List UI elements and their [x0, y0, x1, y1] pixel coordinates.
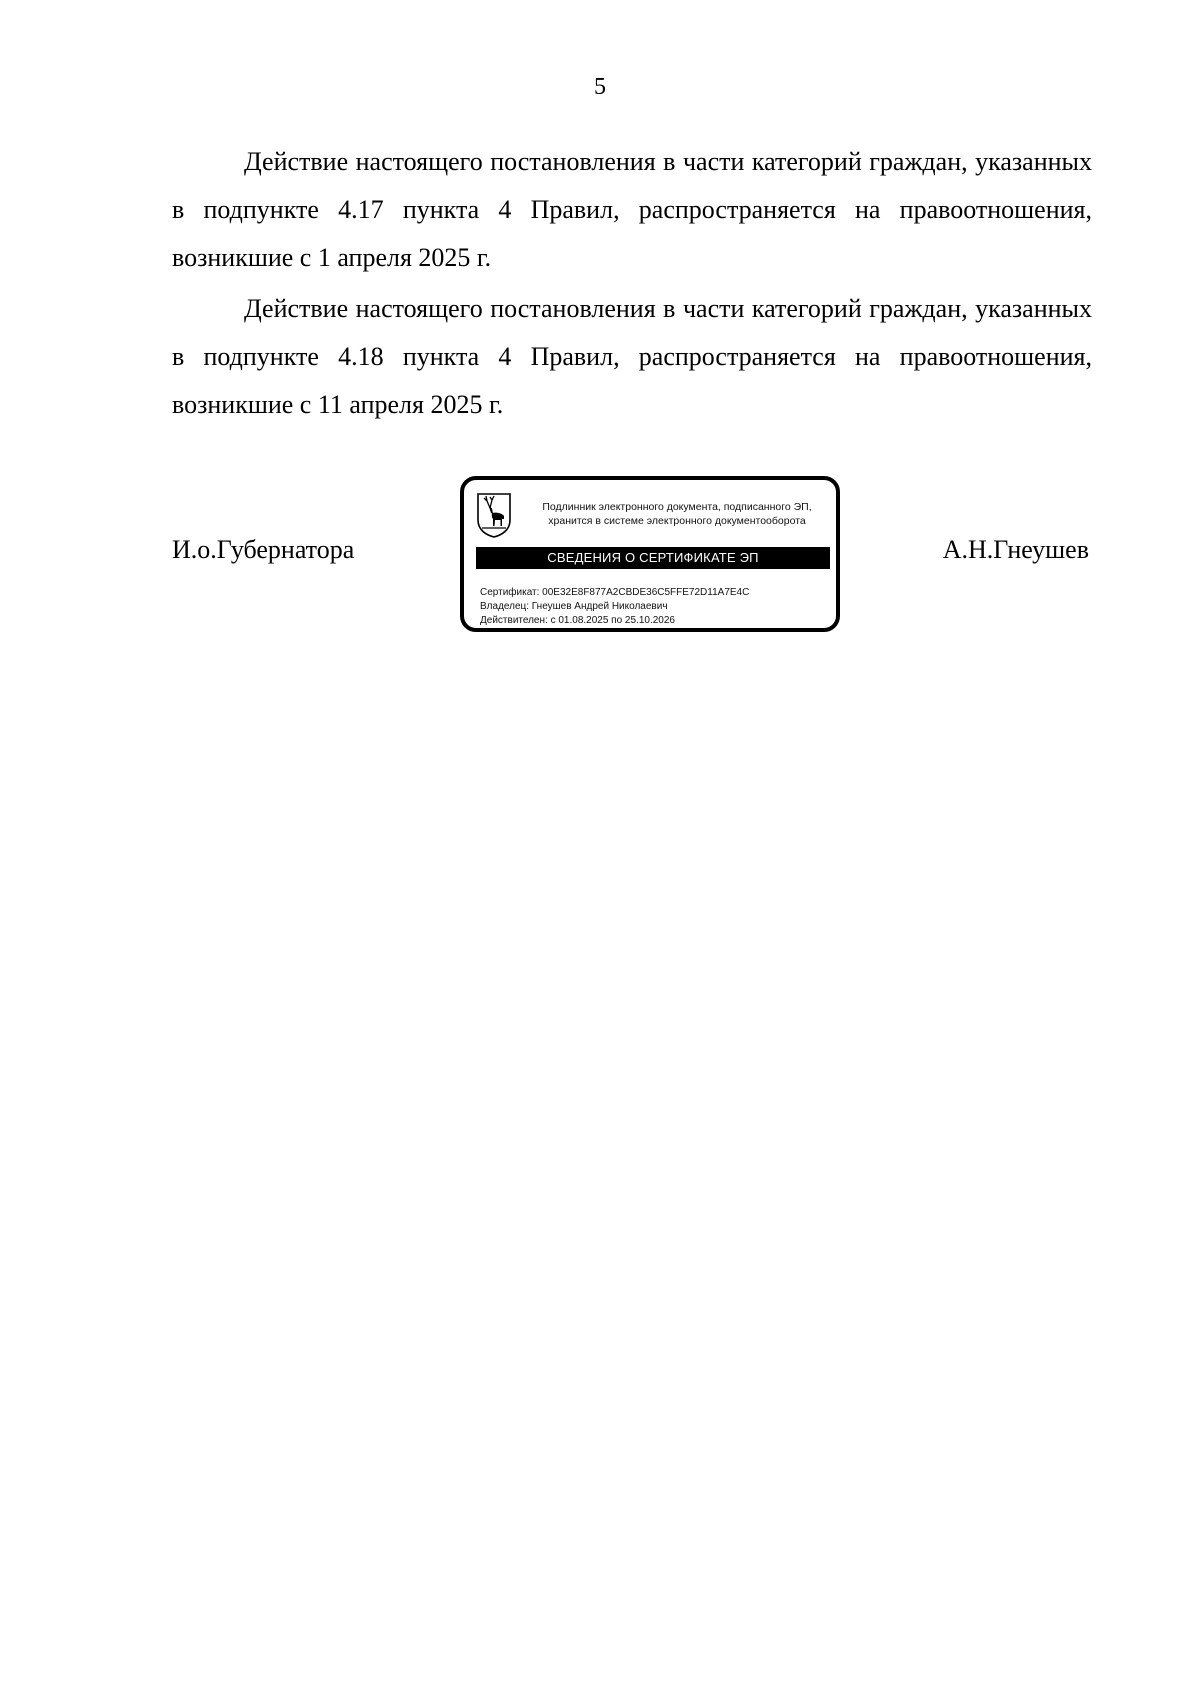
coat-of-arms-deer-icon	[476, 492, 512, 538]
stamp-details	[480, 586, 749, 628]
certificate-number: Сертификат: 00E32E8F877A2CBDE36C5FFE72D11A7E4C	[480, 587, 750, 598]
certificate-owner: Владелец: Гнеушев Андрей Николаевич	[480, 601, 668, 612]
stamp-header-line-2: хранится в системе электронного документооборота	[548, 515, 806, 527]
signature-block	[0, 474, 1200, 644]
paragraph-1: Действие настоящего постановления в части категорий граждан, указанных в подпункте 4.17 пункта 4 Правил, распространяется на правоотношения, возникшие с 1 апреля 2025 г.	[172, 147, 1092, 272]
certificate-validity: Действителен: с 01.08.2025 по 25.10.2026	[480, 615, 675, 626]
page-number: 5	[594, 74, 606, 100]
signer-title: И.о.Губернатора	[172, 535, 355, 564]
stamp-banner: СВЕДЕНИЯ О СЕРТИФИКАТЕ ЭП	[476, 547, 830, 569]
stamp-header-line-1: Подлинник электронного документа, подписанного ЭП,	[542, 501, 812, 513]
paragraph-2: Действие настоящего постановления в части категорий граждан, указанных в подпункте 4.18 пункта 4 Правил, распространяется на правоотношения, возникшие с 11 апреля 2025 г.	[172, 294, 1092, 419]
electronic-signature-stamp	[460, 476, 840, 632]
signer-name: А.Н.Гнеушев	[942, 535, 1089, 564]
stamp-header	[522, 500, 832, 528]
